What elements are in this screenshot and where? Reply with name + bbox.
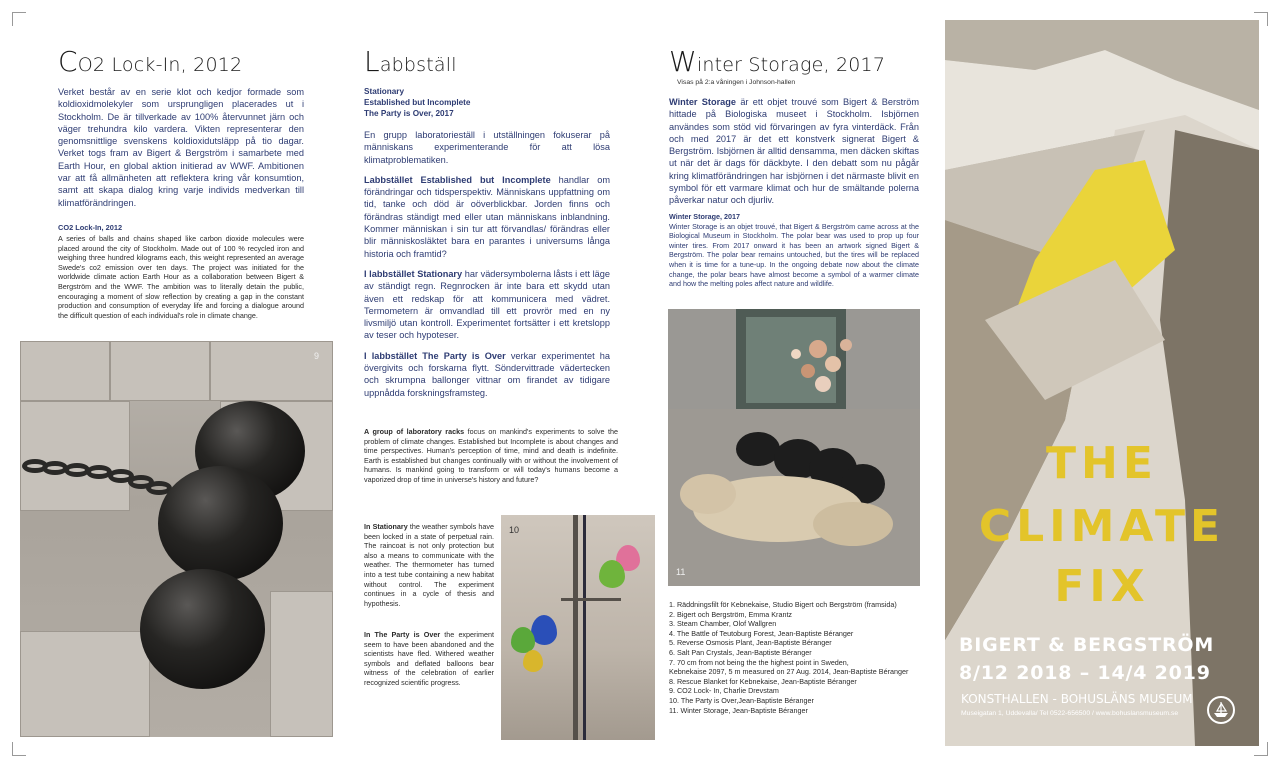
lead-in: Labbstället Established but Incomplete xyxy=(364,174,551,185)
body-swedish: Verket består av en serie klot och kedjor formade som koldioxidmolekyler som ursprungligen placerades ut i Stockholm. De är tillverkade av 100% återvunnet järn och väger trehundra kilo vardera. Vikten representerar den genomsnittlige svenskens koldioxidutsläpp på tio dagar. Verket togs fram av Bigert & Bergström i samarbete med Earth Hour, en global aktion initierad av WWF. Ambitionen var att få allmänheten att reflektera kring vår konsumtion, samt att skapa dialog kring varje individs medverkan till klimatförändringen. xyxy=(58,87,304,208)
paragraph-text: handlar om förändringar och tidsperspektiv. Människans uppfattning om tid, tanke och död är oöverblickbar. Jorden finns och förändras ständigt med eller utan människans inblandning. Kommer människan i sin tur att förvandlas/ förändras eller blir människosläktet bara en parantes i universums långa historia och framtid? xyxy=(364,174,610,259)
english-paragraph xyxy=(364,630,494,688)
rack-pole xyxy=(573,515,578,740)
english-title: CO2 Lock-In, 2012 xyxy=(58,222,123,232)
credit-item: 6. Salt Pan Crystals, Jean-Baptiste Béranger xyxy=(669,647,812,657)
crop-mark xyxy=(12,742,26,756)
section-title xyxy=(669,45,919,78)
lead-in: I labbstället The Party is Over xyxy=(364,350,506,361)
subtitles xyxy=(364,86,610,119)
exhibition-title-line: CLIMATE xyxy=(978,501,1226,552)
credit-item: 11. Winter Storage, Jean-Baptiste Béranger xyxy=(669,705,808,715)
subtitle: Stationary xyxy=(364,87,405,96)
credit-item: Kebnekaise 2097, 5 m measured on 27 Aug. 2014, Jean-Baptiste Béranger xyxy=(669,667,909,677)
paragraph: En grupp laboratorieställ i utställningen fokuserar på människans experimenterande för att lösa klimatproblematiken. xyxy=(364,130,610,165)
subtitle: Established but Incomplete xyxy=(364,98,471,107)
paragraph-text: har vädersymbolerna låsts i ett läge av ständigt regn. Regnrocken är inte bara ett skydd utan även ett redskap för att kommunicera med vädret. Termometern är omvandlad till ett provrör med en ny livsmiljö utan kontroll. Experimentet fortsätter i ett kretslopp av teser och hypoteser. xyxy=(364,268,610,341)
floor-tile xyxy=(20,341,110,401)
paragraph xyxy=(364,174,610,260)
party-is-over-photo xyxy=(501,515,655,740)
body-english: A series of balls and chains shaped like carbon dioxide molecules were placed around the city of Stockholm. Made out of 100 % recycled iron and weighing three hundred kilograms each, this weight represented an average Swede's co2 emission over ten days. The project was initiated for the worldwide climate action Earth Hour as a collaboration between Bigert & Bergström and the WWF. The ambition was to literally detain the public, encouraging a moment of slow reflection by creating a gap in the constant production and consumption of everyday life and forcing a dialogue around the difficult question of each individual's role in climate change. xyxy=(58,233,304,320)
subtitle: Visas på 2:a våningen i Johnson-hallen xyxy=(677,79,796,86)
iron-ball xyxy=(140,569,265,689)
photo-credits-list xyxy=(669,600,929,715)
floor-tile xyxy=(20,401,130,511)
body-swedish xyxy=(364,129,610,399)
floor-tile xyxy=(270,591,333,737)
lead-in: I labbstället Stationary xyxy=(364,268,463,279)
credit-item: 4. The Battle of Teutoburg Forest, Jean-Baptiste Béranger xyxy=(669,628,854,638)
title-rest: abbställ xyxy=(379,54,457,76)
winter-storage-photo xyxy=(668,309,920,586)
balloon xyxy=(599,560,625,588)
body-english: Winter Storage is an objet trouvé, that Bigert & Bergström came across at the Biological Museum in Stockholm. The polar bear was used to prop up four winter tires. From 2017 onward it has been an artwork signed Bigert & Bergström. The polar bear remains untouched, but the tires will be replaced when it is time for a tune-up. In the ongoing debate now about the climate change, the polar bears have almost become a symbol of a warmer climate and how the melting poles affect nature and wildlife. xyxy=(669,221,919,289)
english-paragraph xyxy=(364,427,618,485)
english-block xyxy=(58,223,304,320)
floor-tile xyxy=(20,631,150,737)
floor-tile xyxy=(110,341,210,401)
credit-item: 8. Rescue Blanket for Kebnekaise, Jean-Baptiste Béranger xyxy=(669,676,857,686)
title-initial: C xyxy=(58,45,78,78)
english-block xyxy=(669,212,919,289)
credit-item: 7. 70 cm from not being the the highest point in Sweden, xyxy=(669,657,849,667)
paragraph-text: the experiment seem to have been abandoned and the scientists have fled. Withered weather symbols and deflated balloons bear witness of the celebration of earlier recognized scientific progress. xyxy=(364,630,494,687)
museum-logo-icon xyxy=(1207,696,1235,724)
venue-name: KONSTHALLEN - BOHUSLÄNS MUSEUM xyxy=(961,692,1193,706)
exhibition-dates: 8/12 2018 – 14/4 2019 xyxy=(959,662,1211,684)
title-rest: inter Storage, 2017 xyxy=(696,54,886,76)
credit-item: 10. The Party is Over,Jean-Baptiste Béranger xyxy=(669,695,814,705)
lead-in: A group of laboratory racks xyxy=(364,427,465,436)
winter-storage-section xyxy=(669,45,919,207)
credit-item: 9. CO2 Lock- In, Charlie Drevstam xyxy=(669,686,779,696)
venue-address: Museigatan 1, Uddevalla/ Tel 0522-656500 / www.bohuslansmuseum.se xyxy=(961,710,1179,717)
title-initial: W xyxy=(669,45,697,78)
balloon xyxy=(523,650,543,672)
credit-item: 1. Räddningsfilt för Kebnekaise, Studio Bigert och Bergström (framsida) xyxy=(669,600,897,609)
co2-lock-in-photo xyxy=(20,341,333,737)
rack-pole xyxy=(583,515,586,740)
credit-item: 3. Steam Chamber, Olof Wallgren xyxy=(669,619,777,629)
english-title: Winter Storage, 2017 xyxy=(669,212,741,221)
title-initial: L xyxy=(364,45,380,78)
credit-item: 5. Reverse Osmosis Plant, Jean-Baptiste Béranger xyxy=(669,638,832,648)
paragraph xyxy=(364,350,610,399)
labbstall-section xyxy=(364,45,610,399)
photo-number: 11 xyxy=(676,567,686,577)
paragraph-text: verkar experimentet ha övergivits och forskarna flytt. Söndervittrade vädertecken och skrumpna ballonger vittnar om firandet av tidigare uppnådda forskningsframsteg. xyxy=(364,350,610,398)
co2-lock-in-section xyxy=(58,45,304,320)
lead-in: In The Party is Over xyxy=(364,630,441,639)
section-title xyxy=(58,45,304,78)
crop-mark xyxy=(12,12,26,26)
paragraph xyxy=(364,268,610,342)
section-title xyxy=(364,45,610,78)
credit-item: 2. Bigert och Bergström, Emma Krantz xyxy=(669,609,793,619)
iron-ball xyxy=(158,466,283,581)
rack-bar xyxy=(561,598,621,601)
ship-icon xyxy=(1209,698,1233,722)
photo-number: 9 xyxy=(313,351,319,361)
bear-illustration xyxy=(668,309,920,586)
exhibition-title-line: THE xyxy=(1046,438,1158,489)
floor-tile xyxy=(210,341,333,401)
paragraph-text: the weather symbols have been locked in a state of perpetual rain. The raincoat is not only protection but also a means to communicate with the weather. The thermometer has turned into a test tube containing a new habitat without control. The experiment continues in a cycle of thesis and hypothesis. xyxy=(364,522,494,608)
paragraph-text: focus on mankind's experiments to solve the problem of climate changes. Established but Incomplete is about changes and time perspectives. Human's perception of time, mind and death is indefinite. Earth is established but changes continually with or without the involvement of humans. Is mankind going to transform or will today's humans become a vaporized drop of time in universe's history and future? xyxy=(364,427,618,484)
artist-name: BIGERT & BERGSTRÖM xyxy=(959,634,1215,656)
exhibition-title-line: FIX xyxy=(1054,561,1150,612)
lead-in: Winter Storage xyxy=(669,97,737,107)
paragraph-text: är ett objet trouvé som Bigert & Berström hittade på Biologiska museet i Stockholm. Isbjörnen användes som stöd vid förvaringen av fyra vinterdäck. Från och med 2017 är det ett konstverk signerat Bigert & Bergström. Isbjörnen är alltid densamma, men däcken skiftas ut när det är dags för däckbyte. I den debatt som nu pågår kring klimatförändringen har isbjörnen i det närmaste blivit en symbol för ett varmare klimat och hur de smältande polerna påverkar natur och djurliv. xyxy=(669,97,920,206)
photo-number: 10 xyxy=(509,525,520,535)
lead-in: In Stationary xyxy=(364,522,408,531)
subtitle: The Party is Over, 2017 xyxy=(364,109,454,118)
cover-panel xyxy=(945,20,1259,746)
title-rest: O2 Lock-In, 2012 xyxy=(77,54,243,76)
english-paragraph xyxy=(364,522,494,608)
body-swedish xyxy=(669,96,919,207)
